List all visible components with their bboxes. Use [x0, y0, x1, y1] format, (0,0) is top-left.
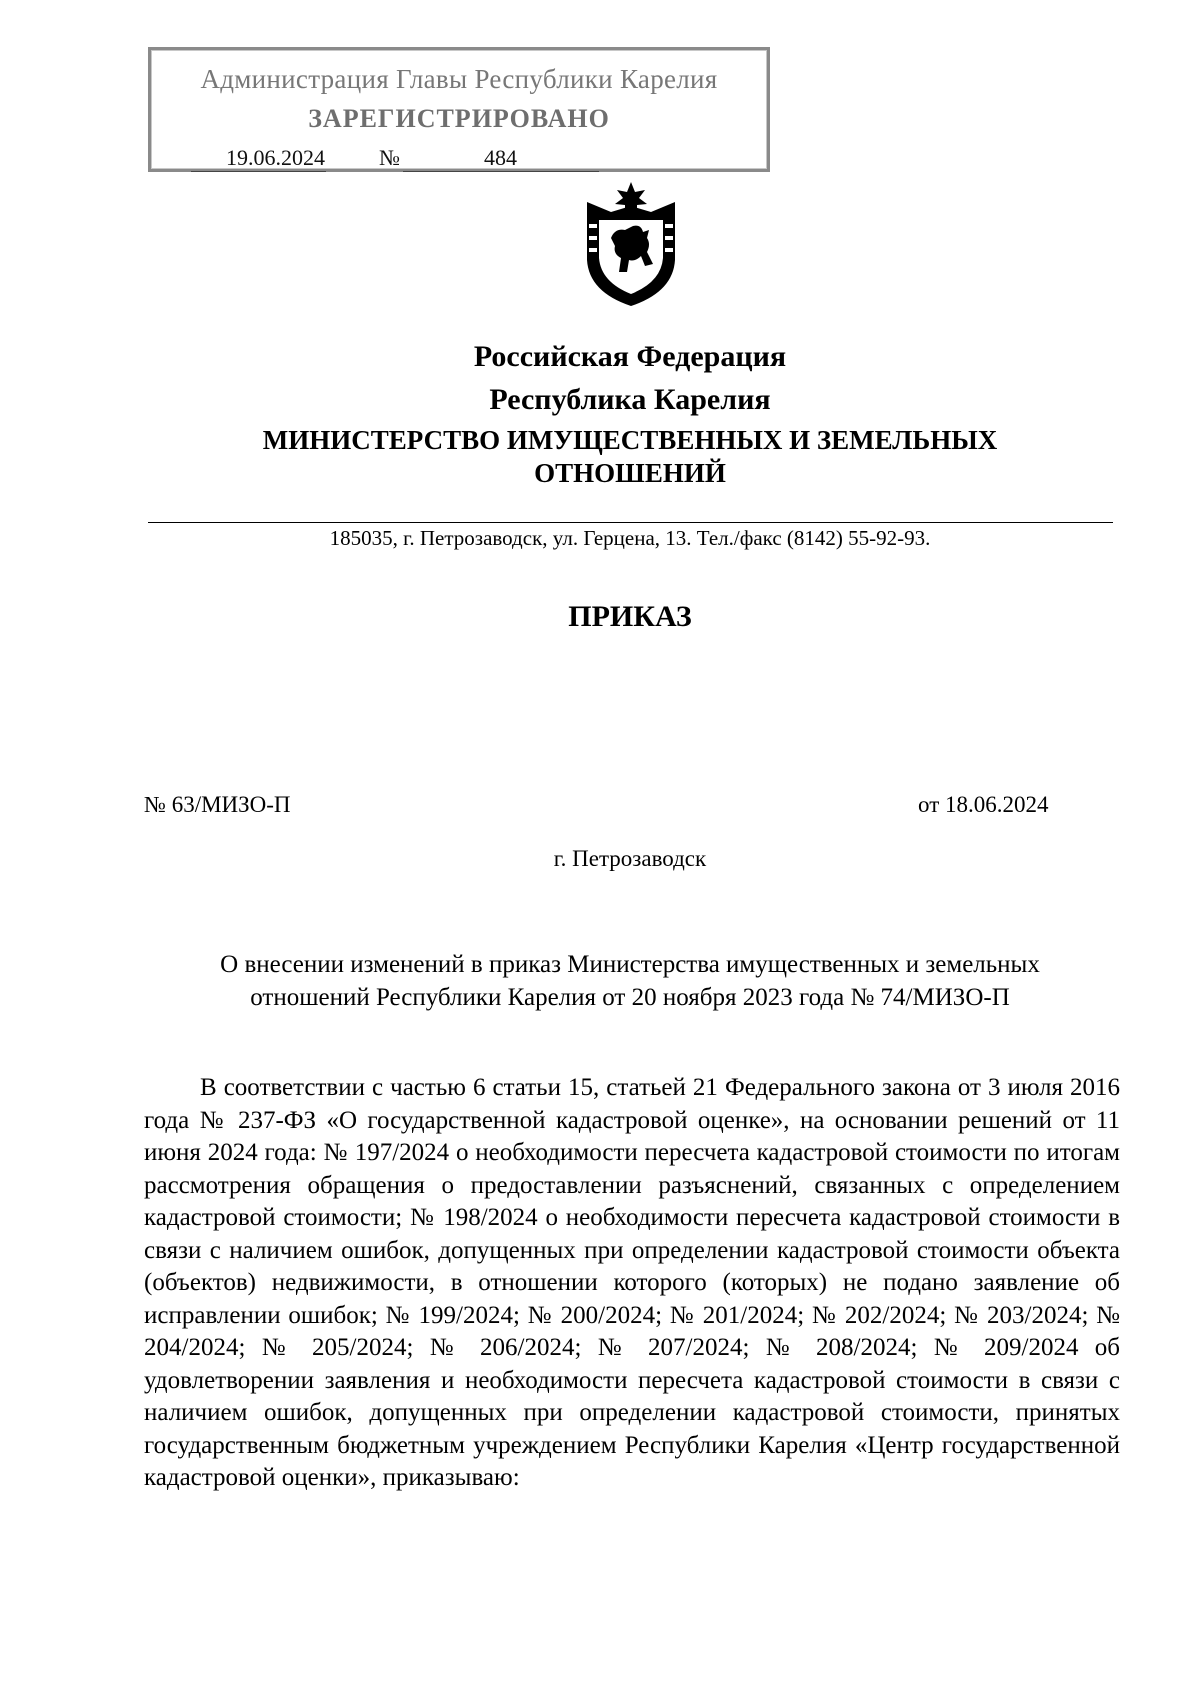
header-divider: [148, 522, 1113, 523]
document-type: ПРИКАЗ: [568, 600, 692, 633]
republic-title: Республика Карелия: [489, 383, 771, 416]
ministry-address: 185035, г. Петрозаводск, ул. Герцена, 13. Тел./факс (8142) 55-92-93.: [329, 526, 931, 550]
order-body-paragraph: В соответствии с частью 6 статьи 15, статьей 21 Федерального закона от 3 июля 2016 года № 237-ФЗ «О государственной кадастровой оценке», на основании решений от 11 июня 2024 года: № 197/2024 о необходимости пересчета кадастровой стоимости по итогам рассмотрения обращения о предоставлении разъяснений, связанных с определением кадастровой стоимости; № 198/2024 о необходимости пересчета кадастровой стоимости в связи с наличием ошибок, допущенных при определении кадастровой стоимости объекта (объектов) недвижимости, в отношении которого (которых) не подано заявление об исправлении ошибок; № 199/2024; № 200/2024; № 201/2024; № 202/2024; № 203/2024; № 204/2024; № 205/2024; № 206/2024; № 207/2024; № 208/2024; № 209/2024 об удовлетворении заявления и необходимости пересчета кадастровой стоимости в связи с наличием ошибок, допущенных при определении кадастровой стоимости, принятых государственным бюджетным учреждением Республики Карелия «Центр государственной кадастровой оценки», приказываю:: [144, 1074, 1120, 1491]
stamp-number: 484: [484, 145, 517, 170]
country-title: Российская Федерация: [473, 340, 787, 373]
order-city: г. Петрозаводск: [553, 846, 707, 871]
ministry-title-line2: ОТНОШЕНИЙ: [534, 458, 726, 488]
karelia-coat-of-arms-icon: [577, 180, 685, 310]
order-date: от 18.06.2024: [918, 792, 1049, 817]
stamp-authority: Администрация Главы Республики Карелия: [200, 64, 718, 94]
stamp-date: 19.06.2024: [226, 145, 325, 170]
order-subject-line1: О внесении изменений в приказ Министерства имущественных и земельных: [220, 951, 1040, 978]
ministry-title-line1: МИНИСТЕРСТВО ИМУЩЕСТВЕННЫХ И ЗЕМЕЛЬНЫХ: [262, 425, 998, 455]
registration-stamp: [148, 47, 770, 172]
order-subject: [150, 948, 1110, 1014]
stamp-status: ЗАРЕГИСТРИРОВАНО: [308, 104, 610, 133]
stamp-number-label: №: [379, 145, 400, 170]
order-number: № 63/МИЗО-П: [144, 792, 291, 817]
order-subject-line2: отношений Республики Карелия от 20 ноября 2023 года № 74/МИЗО-П: [250, 984, 1010, 1011]
